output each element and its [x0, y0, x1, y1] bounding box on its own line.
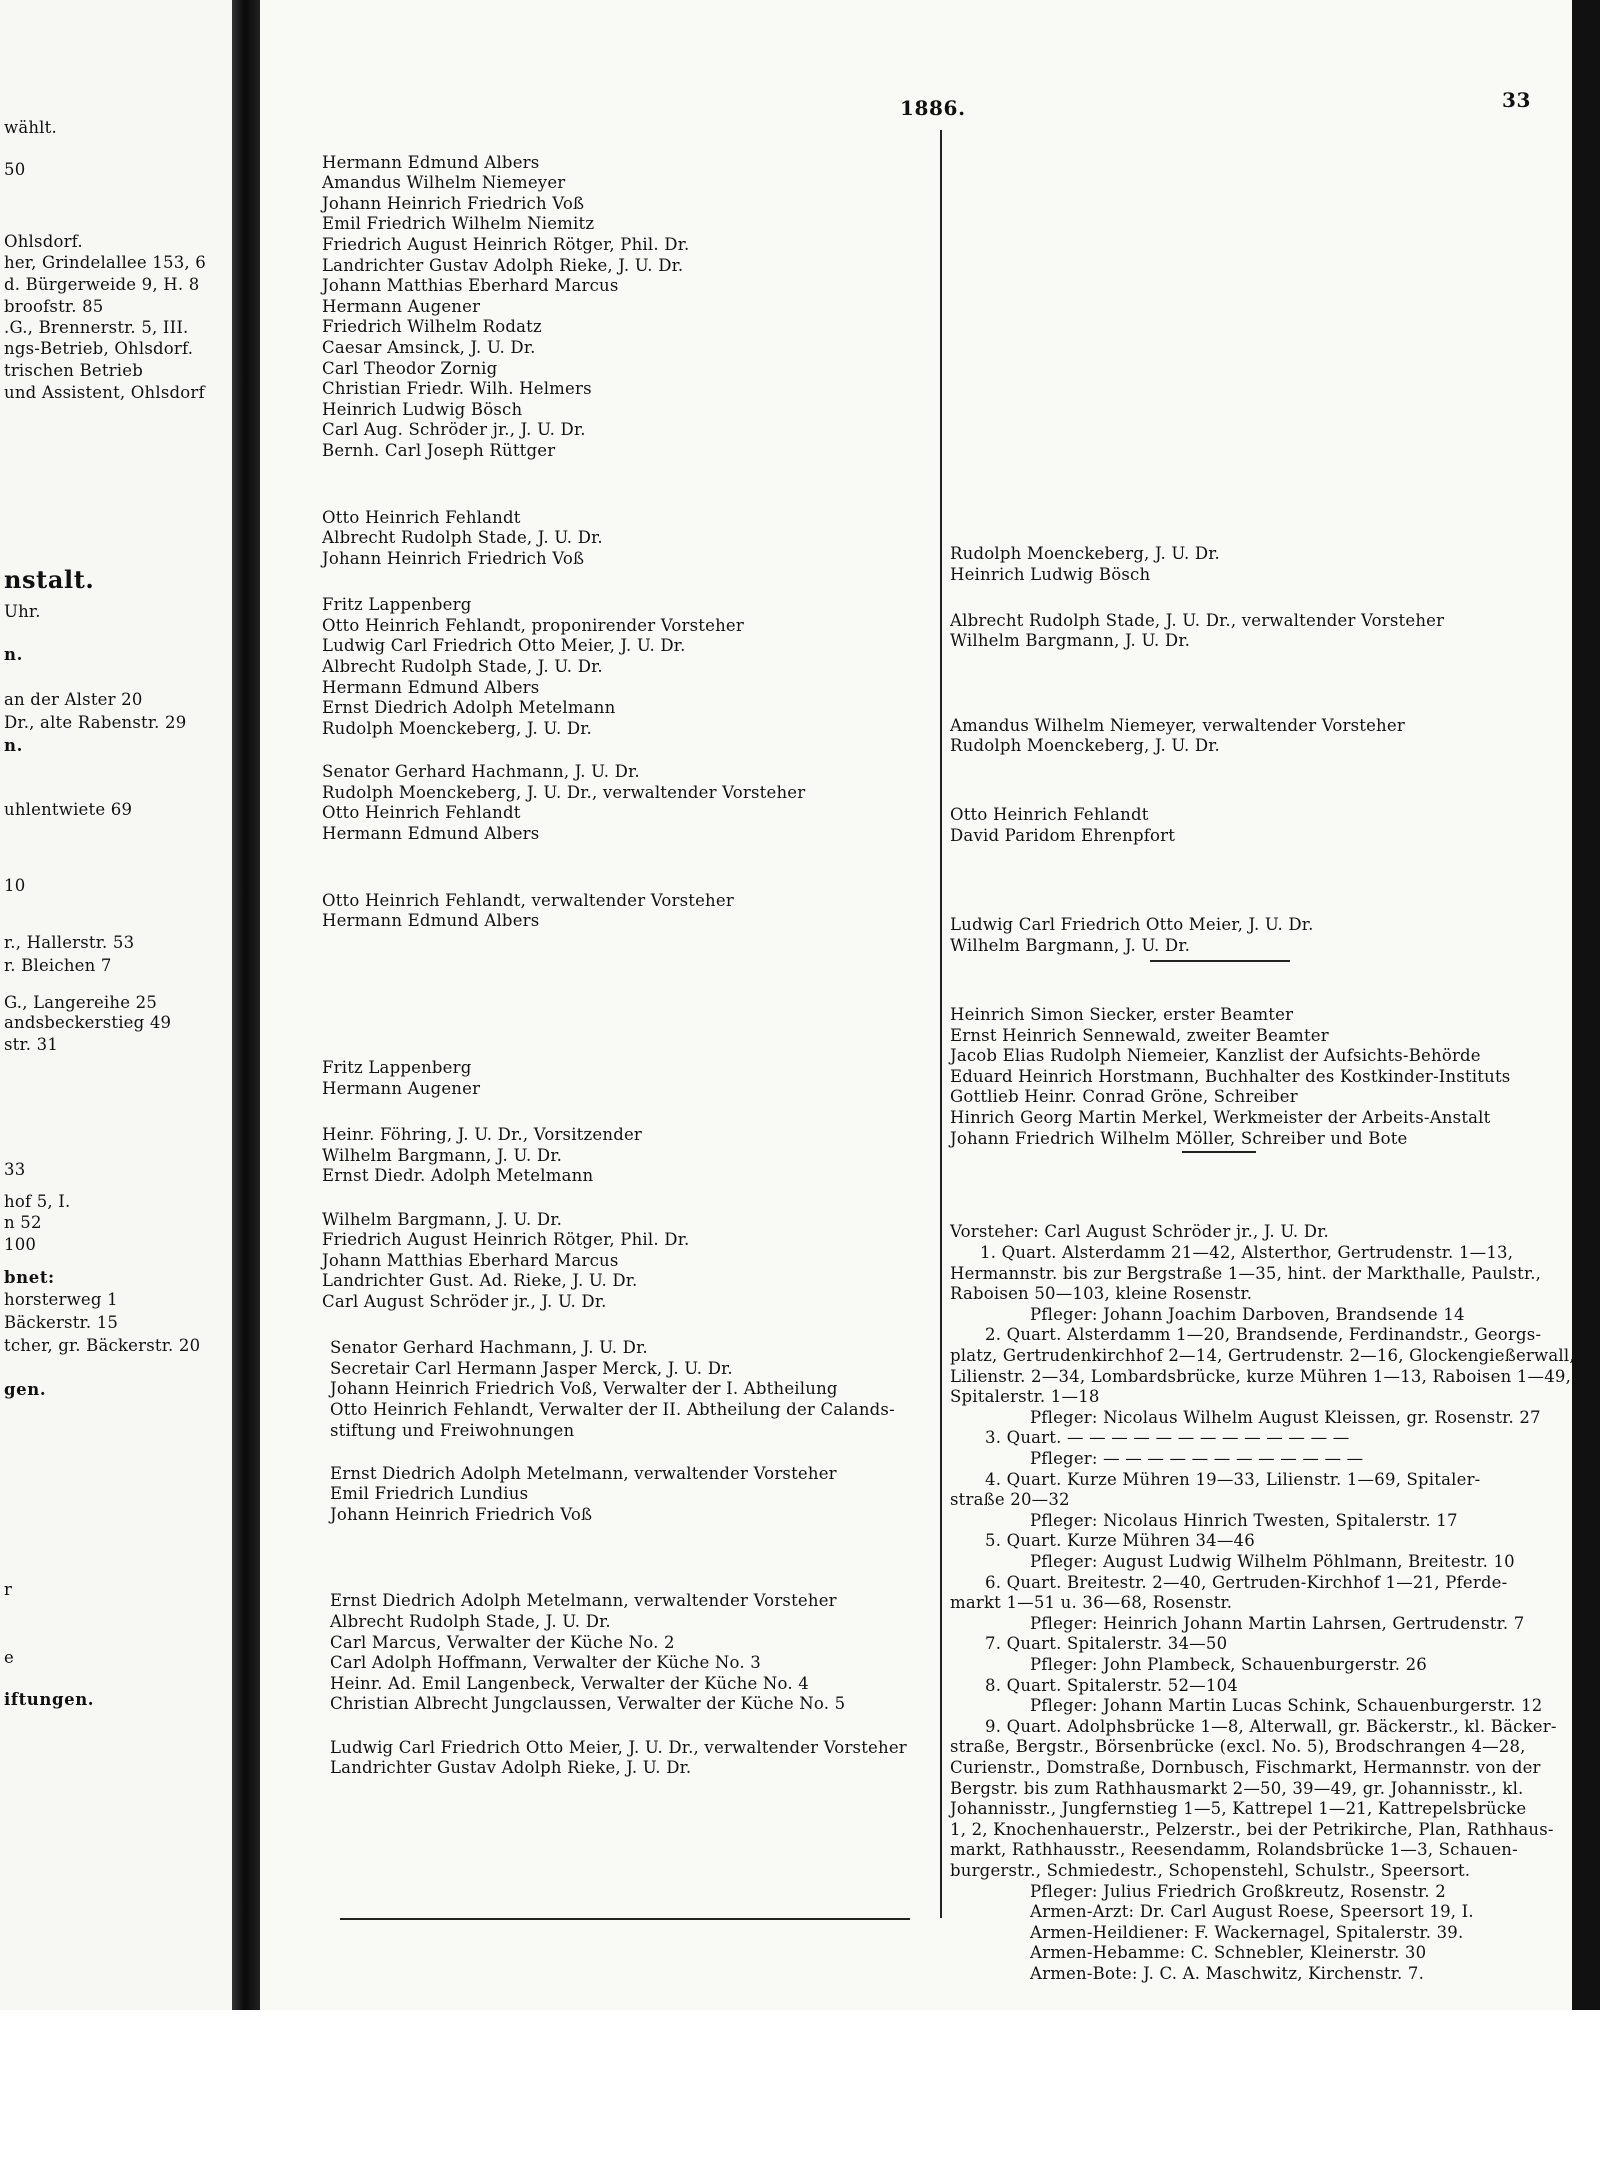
left-page-line: Bäckerstr. 15	[4, 1313, 119, 1332]
district-entry: Lilienstr. 2—34, Lombardsbrücke, kurze Mühren 1—13, Raboisen 1—49,	[950, 1366, 1572, 1386]
left-page-line: 33	[4, 1160, 26, 1179]
district-entry: burgerstr., Schmiedestr., Schopenstehl, Schulstr., Speersort.	[950, 1861, 1471, 1880]
page-number: 33	[1502, 88, 1532, 112]
district-entry: platz, Gertrudenkirchhof 2—14, Gertrudenstr. 2—16, Glockengießerwall,	[950, 1346, 1575, 1365]
district-entry: Pfleger: Julius Friedrich Großkreutz, Rosenstr. 2	[1030, 1881, 1446, 1901]
district-entry: Pfleger: — — — — — — — — — — — —	[1030, 1449, 1364, 1468]
entry-line: Landrichter Gust. Ad. Rieke, J. U. Dr.	[322, 1271, 638, 1291]
entry-line: Otto Heinrich Fehlandt, verwaltender Vorsteher	[322, 890, 734, 910]
entry-line: Wilhelm Bargmann, J. U. Dr.	[322, 1145, 563, 1165]
entry-line: Albrecht Rudolph Stade, J. U. Dr.	[322, 528, 603, 548]
entry-line: Rudolph Moenckeberg, J. U. Dr.	[950, 544, 1220, 563]
district-entry: Pfleger: Nicolaus Hinrich Twesten, Spitalerstr. 17	[1030, 1510, 1458, 1530]
left-page-line: d. Bürgerweide 9, H. 8	[4, 275, 200, 294]
scan-margin-bottom	[0, 2010, 1600, 2177]
left-page-line: an der Alster 20	[4, 690, 143, 709]
district-entry: Pfleger: Nicolaus Wilhelm August Kleissen, gr. Rosenstr. 27	[1030, 1407, 1541, 1427]
district-entry: 1. Quart. Alsterdamm 21—42, Alsterthor, Gertrudenstr. 1—13,	[980, 1243, 1514, 1262]
entry-line: Carl August Schröder jr., J. U. Dr.	[322, 1292, 607, 1311]
entry-line: Ludwig Carl Friedrich Otto Meier, J. U. Dr., verwaltender Vorsteher	[330, 1737, 907, 1757]
entry-line: Albrecht Rudolph Stade, J. U. Dr., verwaltender Vorsteher	[950, 610, 1445, 630]
district-entry: Pfleger: Heinrich Johann Martin Lahrsen, Gertrudenstr. 7	[1030, 1613, 1525, 1633]
entry-line: Heinrich Simon Siecker, erster Beamter	[950, 1005, 1294, 1024]
district-entry: Pfleger: Johann Martin Lucas Schink, Schauenburgerstr. 12	[1030, 1696, 1543, 1716]
left-page-line: G., Langereihe 25	[4, 993, 158, 1012]
entry-line: Hermann Edmund Albers	[322, 152, 540, 172]
left-page-line: und Assistent, Ohlsdorf	[4, 383, 205, 402]
district-entry: Armen-Heildiener: F. Wackernagel, Spitalerstr. 39.	[1030, 1922, 1464, 1942]
left-page-line: tcher, gr. Bäckerstr. 20	[4, 1336, 201, 1355]
entry-line: Fritz Lappenberg	[322, 595, 472, 615]
left-page-line: horsterweg 1	[4, 1290, 118, 1309]
entry-line: Caesar Amsinck, J. U. Dr.	[322, 338, 536, 357]
district-entry: Pfleger: August Ludwig Wilhelm Pöhlmann, Breitestr. 10	[1030, 1552, 1515, 1571]
entry-line: Hinrich Georg Martin Merkel, Werkmeister der Arbeits-Anstalt	[950, 1108, 1491, 1127]
entry-line: Rudolph Moenckeberg, J. U. Dr.	[950, 736, 1220, 756]
entry-line: Ludwig Carl Friedrich Otto Meier, J. U. Dr.	[322, 636, 686, 656]
district-entry: 6. Quart. Breitestr. 2—40, Gertruden-Kirchhof 1—21, Pferde-	[985, 1572, 1508, 1592]
entry-line: Hermann Augener	[322, 1079, 481, 1098]
entry-line: Emil Friedrich Lundius	[330, 1484, 529, 1504]
entry-line: Hermann Edmund Albers	[322, 823, 540, 843]
entry-line: Carl Aug. Schröder jr., J. U. Dr.	[322, 420, 586, 440]
district-entry: Bergstr. bis zum Rathhausmarkt 2—50, 39—49, gr. Johannisstr., kl.	[950, 1778, 1524, 1798]
entry-line: Landrichter Gustav Adolph Rieke, J. U. Dr.	[322, 255, 684, 275]
entry-line: Johann Heinrich Friedrich Voß, Verwalter der I. Abtheilung	[330, 1379, 838, 1399]
district-entry: Raboisen 50—103, kleine Rosenstr.	[950, 1284, 1253, 1304]
district-entry: 4. Quart. Kurze Mühren 19—33, Lilienstr. 1—69, Spitaler-	[985, 1469, 1481, 1489]
entry-line: Wilhelm Bargmann, J. U. Dr.	[950, 935, 1191, 955]
entry-line: Ernst Diedrich Adolph Metelmann	[322, 698, 616, 718]
entry-line: Wilhelm Bargmann, J. U. Dr.	[950, 631, 1191, 651]
entry-line: Fritz Lappenberg	[322, 1058, 472, 1078]
entry-line: Emil Friedrich Wilhelm Niemitz	[322, 214, 595, 234]
left-page-line: bnet:	[4, 1268, 55, 1287]
entry-line: Rudolph Moenckeberg, J. U. Dr., verwaltender Vorsteher	[322, 782, 806, 802]
left-page-line: e	[4, 1648, 14, 1667]
entry-line: Carl Theodor Zornig	[322, 358, 498, 378]
entry-line: Albrecht Rudolph Stade, J. U. Dr.	[322, 657, 603, 676]
entry-line: Johann Heinrich Friedrich Voß	[330, 1505, 593, 1524]
district-entry: 8. Quart. Spitalerstr. 52—104	[985, 1675, 1238, 1695]
entry-line: Johann Heinrich Friedrich Voß	[322, 549, 585, 568]
left-page-line: ngs-Betrieb, Ohlsdorf.	[4, 339, 194, 358]
left-page-line: gen.	[4, 1380, 47, 1399]
left-page-line: n 52	[4, 1213, 42, 1232]
entry-line: Otto Heinrich Fehlandt, proponirender Vorsteher	[322, 615, 744, 635]
entry-line: Johann Matthias Eberhard Marcus	[322, 276, 619, 296]
district-entry: Spitalerstr. 1—18	[950, 1387, 1100, 1407]
separator-rule	[1182, 1151, 1256, 1153]
entry-line: David Paridom Ehrenpfort	[950, 825, 1176, 845]
district-entry: 9. Quart. Adolphsbrücke 1—8, Alterwall, gr. Bäckerstr., kl. Bäcker-	[985, 1716, 1557, 1736]
left-page-line: andsbeckerstieg 49	[4, 1013, 172, 1032]
left-page-line: uhlentwiete 69	[4, 800, 133, 819]
entry-line: Amandus Wilhelm Niemeyer	[322, 173, 566, 193]
entry-line: Rudolph Moenckeberg, J. U. Dr.	[322, 718, 592, 738]
district-entry: 1, 2, Knochenhauerstr., Pelzerstr., bei der Petrikirche, Plan, Rathhaus-	[950, 1819, 1554, 1839]
district-entry: markt 1—51 u. 36—68, Rosenstr.	[950, 1593, 1233, 1613]
left-page-line: str. 31	[4, 1035, 59, 1054]
left-page-line: Ohlsdorf.	[4, 232, 83, 251]
entry-line: Hermann Edmund Albers	[322, 677, 540, 697]
entry-line: Hermann Edmund Albers	[322, 911, 540, 931]
entry-line: Ernst Diedrich Adolph Metelmann, verwaltender Vorsteher	[330, 1463, 837, 1483]
entry-line: Otto Heinrich Fehlandt	[322, 803, 521, 823]
entry-line: Ludwig Carl Friedrich Otto Meier, J. U. Dr.	[950, 915, 1314, 935]
left-page-line: .G., Brennerstr. 5, III.	[4, 318, 189, 337]
entry-line: Heinrich Ludwig Bösch	[322, 399, 523, 419]
district-entry: 7. Quart. Spitalerstr. 34—50	[985, 1634, 1228, 1654]
entry-line: Eduard Heinrich Horstmann, Buchhalter des Kostkinder-Instituts	[950, 1066, 1511, 1086]
entry-line: Carl Marcus, Verwalter der Küche No. 2	[330, 1632, 675, 1652]
district-entry: Johannisstr., Jungfernstieg 1—5, Kattrepel 1—21, Kattrepelsbrücke	[950, 1799, 1527, 1819]
district-entry: Armen-Hebamme: C. Schnebler, Kleinerstr. 30	[1030, 1943, 1427, 1963]
district-entry: straße, Bergstr., Börsenbrücke (excl. No. 5), Brodschrangen 4—28,	[950, 1737, 1526, 1757]
column-divider	[940, 130, 942, 1918]
book-gutter	[232, 0, 260, 2010]
left-page-line: nstalt.	[4, 565, 95, 594]
entry-line: Johann Heinrich Friedrich Voß	[322, 193, 585, 213]
left-page-line: Dr., alte Rabenstr. 29	[4, 713, 187, 732]
left-page-line: trischen Betrieb	[4, 361, 143, 380]
district-entry: Hermannstr. bis zur Bergstraße 1—35, hint. der Markthalle, Paulstr.,	[950, 1263, 1542, 1283]
entry-line: Johann Friedrich Wilhelm Möller, Schreiber und Bote	[950, 1128, 1408, 1148]
entry-line: Friedrich August Heinrich Rötger, Phil. Dr.	[322, 235, 690, 254]
left-page-line: r	[4, 1580, 13, 1599]
entry-line: Secretair Carl Hermann Jasper Merck, J. U. Dr.	[330, 1358, 733, 1378]
entry-line: Jacob Elias Rudolph Niemeier, Kanzlist der Aufsichts-Behörde	[950, 1046, 1481, 1066]
page-year: 1886.	[900, 96, 966, 120]
left-page-line: hof 5, I.	[4, 1192, 71, 1211]
district-entry: 5. Quart. Kurze Mühren 34—46	[985, 1531, 1255, 1551]
entry-line: Ernst Heinrich Sennewald, zweiter Beamter	[950, 1025, 1329, 1045]
left-page-line: iftungen.	[4, 1690, 95, 1709]
left-page-line: n.	[4, 645, 23, 664]
entry-line: Christian Albrecht Jungclaussen, Verwalter der Küche No. 5	[330, 1694, 846, 1714]
entry-line: Ernst Diedr. Adolph Metelmann	[322, 1166, 594, 1186]
district-entry: 3. Quart. — — — — — — — — — — — — —	[985, 1428, 1350, 1448]
left-page-line: r. Bleichen 7	[4, 956, 112, 975]
entry-line: Christian Friedr. Wilh. Helmers	[322, 379, 592, 399]
district-entry: Curienstr., Domstraße, Dornbusch, Fischmarkt, Hermannstr. von der	[950, 1758, 1541, 1777]
district-entry: Pfleger: Johann Joachim Darboven, Brandsende 14	[1030, 1304, 1465, 1324]
left-page-line: 10	[4, 876, 26, 895]
entry-line: Friedrich August Heinrich Rötger, Phil. Dr.	[322, 1230, 690, 1250]
left-page-line: Uhr.	[4, 602, 41, 621]
entry-line: Bernh. Carl Joseph Rüttger	[322, 441, 556, 460]
district-supervisor: Vorsteher: Carl August Schröder jr., J. U. Dr.	[950, 1222, 1329, 1242]
district-entry: Armen-Arzt: Dr. Carl August Roese, Speersort 19, I.	[1030, 1902, 1474, 1922]
entry-line: Landrichter Gustav Adolph Rieke, J. U. Dr.	[330, 1758, 692, 1778]
left-page-line: wählt.	[4, 118, 57, 137]
entry-line: Senator Gerhard Hachmann, J. U. Dr.	[330, 1338, 648, 1358]
left-page-line: 50	[4, 160, 26, 179]
entry-line: Hermann Augener	[322, 296, 481, 316]
entry-line: Otto Heinrich Fehlandt	[950, 805, 1149, 825]
entry-line: Wilhelm Bargmann, J. U. Dr.	[322, 1209, 563, 1229]
entry-line: Albrecht Rudolph Stade, J. U. Dr.	[330, 1612, 611, 1631]
entry-line: Heinr. Föhring, J. U. Dr., Vorsitzender	[322, 1125, 643, 1145]
left-page-line: 100	[4, 1235, 37, 1254]
entry-line: Carl Adolph Hoffmann, Verwalter der Küche No. 3	[330, 1653, 761, 1673]
separator-rule	[1150, 960, 1290, 962]
entry-line: Heinrich Ludwig Bösch	[950, 564, 1151, 584]
entry-line: Otto Heinrich Fehlandt, Verwalter der II. Abtheilung der Calands-	[330, 1400, 895, 1419]
entry-line: Otto Heinrich Fehlandt	[322, 507, 521, 527]
entry-line: Johann Matthias Eberhard Marcus	[322, 1250, 619, 1270]
district-entry: straße 20—32	[950, 1490, 1070, 1510]
entry-line: stiftung und Freiwohnungen	[330, 1420, 575, 1440]
district-entry: 2. Quart. Alsterdamm 1—20, Brandsende, Ferdinandstr., Georgs-	[985, 1325, 1542, 1345]
district-entry: markt, Rathhausstr., Reesendamm, Rolandsbrücke 1—3, Schauen-	[950, 1840, 1518, 1860]
page-bottom-rule	[340, 1918, 910, 1920]
entry-line: Amandus Wilhelm Niemeyer, verwaltender Vorsteher	[950, 715, 1405, 735]
entry-line: Gottlieb Heinr. Conrad Gröne, Schreiber	[950, 1087, 1298, 1107]
entry-line: Senator Gerhard Hachmann, J. U. Dr.	[322, 762, 640, 781]
entry-line: Ernst Diedrich Adolph Metelmann, verwaltender Vorsteher	[330, 1591, 837, 1611]
left-page-line: n.	[4, 736, 23, 755]
left-page-line: broofstr. 85	[4, 297, 104, 316]
entry-line: Heinr. Ad. Emil Langenbeck, Verwalter der Küche No. 4	[330, 1673, 809, 1693]
district-entry: Pfleger: John Plambeck, Schauenburgerstr. 26	[1030, 1655, 1428, 1674]
left-page-line: r., Hallerstr. 53	[4, 933, 135, 952]
left-page-line: her, Grindelallee 153, 6	[4, 253, 206, 272]
district-entry: Armen-Bote: J. C. A. Maschwitz, Kirchenstr. 7.	[1030, 1964, 1425, 1983]
entry-line: Friedrich Wilhelm Rodatz	[322, 317, 542, 337]
